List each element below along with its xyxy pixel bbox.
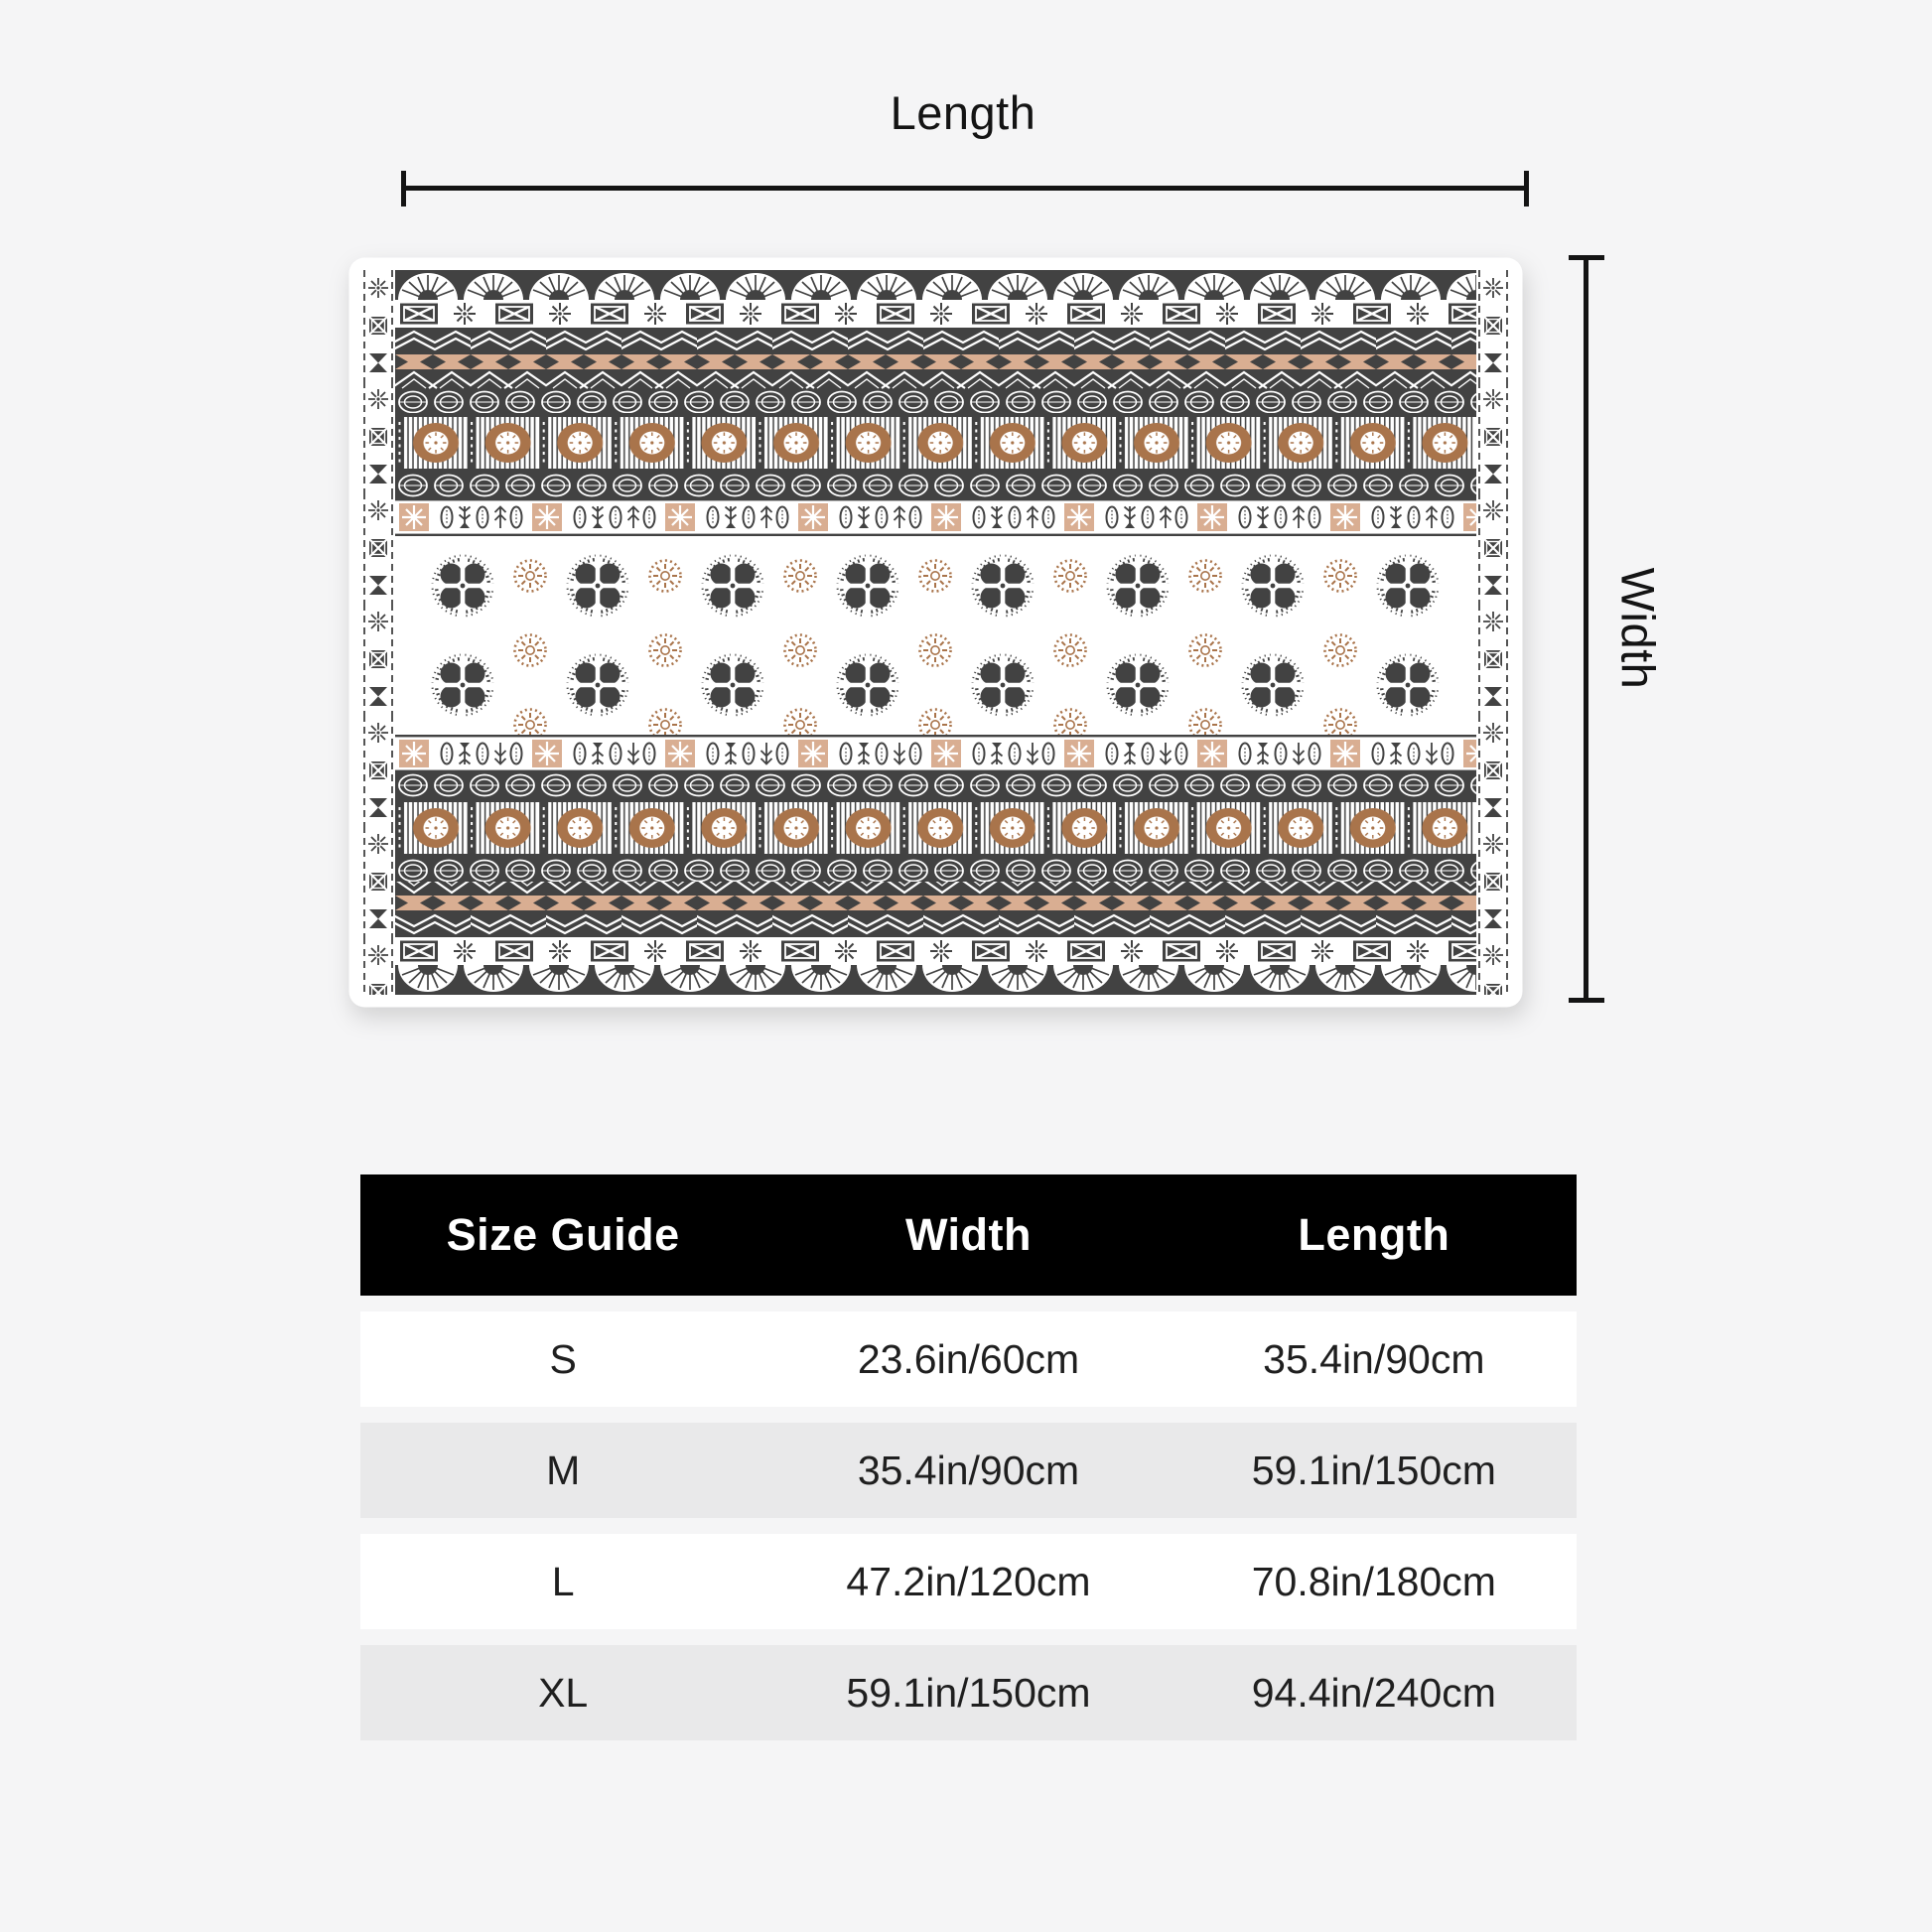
rug-canvas — [347, 256, 1524, 1009]
width-dimension-label: Width — [1611, 567, 1665, 690]
width-dimension-line — [1584, 255, 1588, 1003]
size-guide-table-header — [360, 1174, 1577, 1296]
length-dimension-label: Length — [890, 86, 1036, 139]
length-cell: 94.4in/240cm — [1251, 1669, 1496, 1716]
rug-left-border — [361, 270, 395, 995]
header-length: Length — [1298, 1209, 1450, 1260]
table-row-xl — [360, 1645, 1577, 1740]
header-size-guide: Size Guide — [446, 1209, 680, 1260]
table-row-m — [360, 1423, 1577, 1518]
rug-product-image — [347, 256, 1524, 1009]
rug-right-border — [1476, 270, 1510, 995]
width-cell: 59.1in/150cm — [846, 1669, 1091, 1716]
size-guide-table — [360, 1174, 1577, 1740]
table-row-s — [360, 1311, 1577, 1407]
length-cell: 70.8in/180cm — [1251, 1558, 1496, 1604]
size-cell: M — [546, 1447, 581, 1493]
width-cell: 35.4in/90cm — [857, 1447, 1080, 1493]
width-cell: 23.6in/60cm — [857, 1335, 1080, 1382]
table-row-l — [360, 1534, 1577, 1629]
size-cell: XL — [538, 1669, 589, 1716]
rug-center-field — [395, 536, 1476, 741]
length-cell: 59.1in/150cm — [1251, 1447, 1496, 1493]
length-cell: 35.4in/90cm — [1263, 1335, 1485, 1382]
size-cell: S — [549, 1335, 577, 1382]
header-width: Width — [904, 1209, 1033, 1260]
length-dimension-line — [401, 186, 1529, 191]
size-cell: L — [551, 1558, 575, 1604]
width-cell: 47.2in/120cm — [846, 1558, 1091, 1604]
